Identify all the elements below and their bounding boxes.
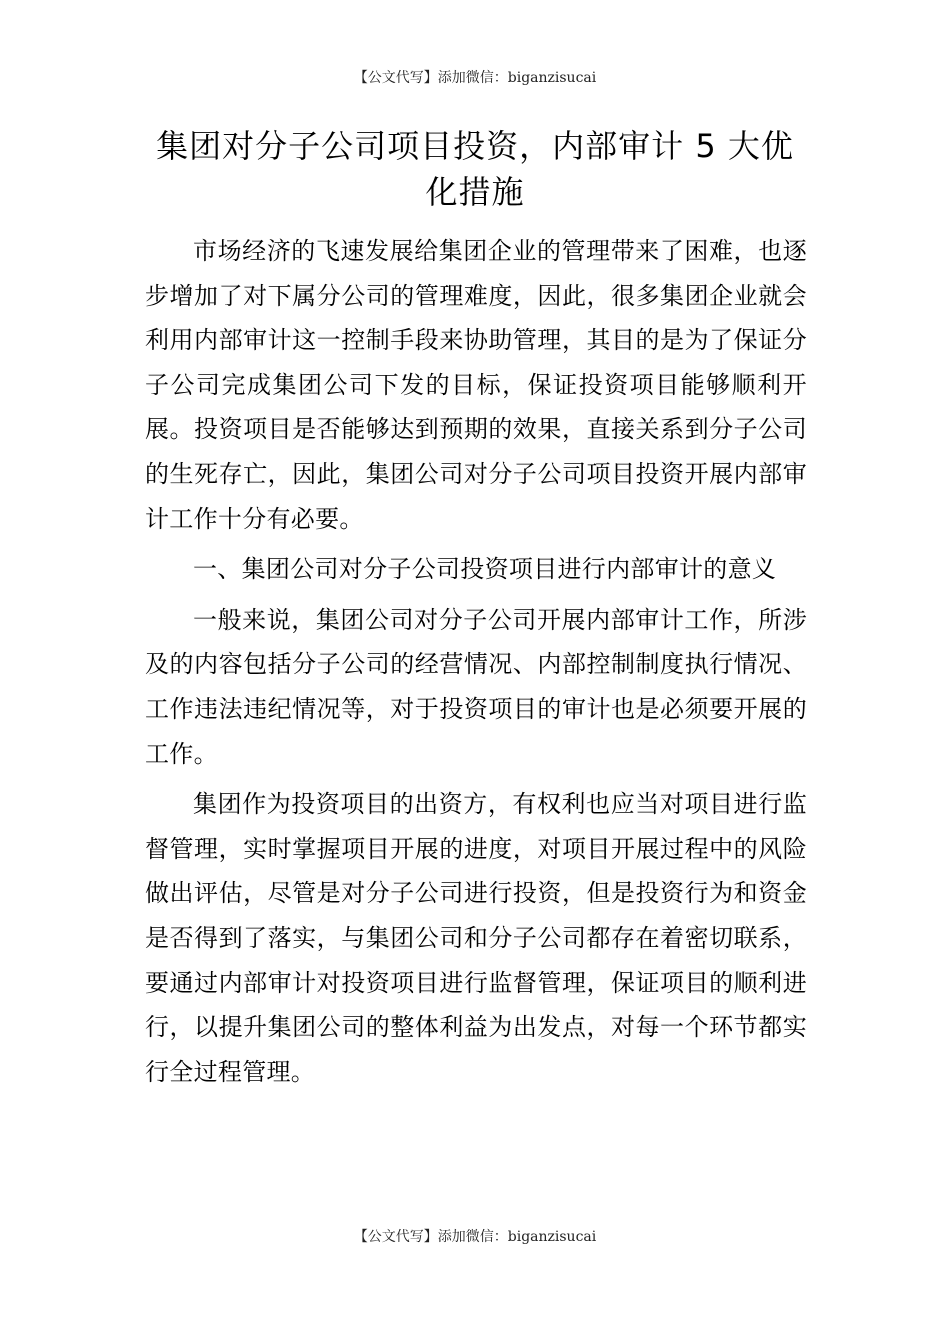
paragraph-supervision: 集团作为投资项目的出资方，有权利也应当对项目进行监督管理，实时掌握项目开展的进度，对项目开展过程中的风险做出评估，尽管是对分子公司进行投资，但是投资行为和资金是否得到了落实，与集团公司和分子公司都存在着密切联系，要通过内部审计对投资项目进行监督管理，保证项目的顺利进行，以提升集团公司的整体利益为出发点，对每一个环节都实行全过程管理。 [145,790,807,1086]
paragraph-intro: 市场经济的飞速发展给集团企业的管理带来了困难，也逐步增加了对下属分公司的管理难度，因此，很多集团企业就会利用内部审计这一控制手段来协助管理，其目的是为了保证分子公司完成集团公司下发的目标，保证投资项目能够顺利开展。投资项目是否能够达到预期的效果，直接关系到分子公司的生死存亡，因此，集团公司对分子公司项目投资开展内部审计工作十分有必要。 [145,237,807,533]
page-footer: 【公文代写】添加微信：biganzisucai [353,1229,597,1245]
section-heading-1: 一、集团公司对分子公司投资项目进行内部审计的意义 [193,555,777,584]
document-body [145,229,807,1100]
page-header: 【公文代写】添加微信：biganzisucai [353,70,597,86]
paragraph-audit-scope: 一般来说，集团公司对分子公司开展内部审计工作，所涉及的内容包括分子公司的经营情况、内部控制制度执行情况、工作违法违纪情况等，对于投资项目的审计也是必须要开展的工作。 [145,605,807,768]
document-title: 集团对分子公司项目投资，内部审计 5 大优化措施 [156,127,794,211]
